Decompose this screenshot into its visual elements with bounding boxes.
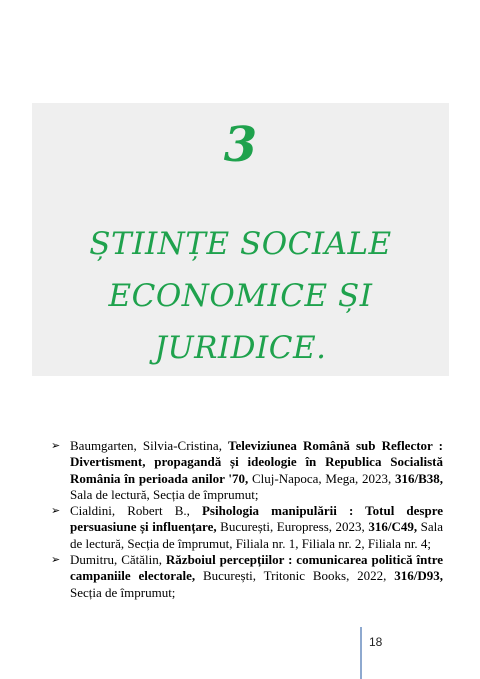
bibliography-entry bbox=[51, 503, 443, 552]
entry-locations: Secția de împrumut; bbox=[70, 584, 176, 600]
bibliography-entry bbox=[51, 438, 443, 503]
chapter-title-line-1: ȘTIINȚE SOCIALE bbox=[89, 226, 392, 262]
entry-title: Războiul percepțiilor : comunicarea politică între campaniile electorale, bbox=[70, 552, 444, 584]
entry-call-number: 316/B38, bbox=[394, 470, 444, 486]
entry-locations: Sala de lectură, Secția de împrumut; bbox=[70, 486, 259, 502]
entry-call-number: 316/D93, bbox=[394, 568, 443, 584]
page-number-divider bbox=[360, 627, 362, 679]
chapter-banner bbox=[32, 103, 449, 376]
chapter-title-line-3: JURIDICE. bbox=[154, 330, 327, 366]
entry-publication: București, Europress, 2023, bbox=[220, 519, 365, 535]
bibliography-list bbox=[51, 438, 443, 601]
entry-author: Cialdini, Robert B., bbox=[70, 503, 190, 519]
entry-title: Televiziunea Română sub Reflector : Divertisment, propagandă și ideologie în Republica Socialistă România în perioada anilor '70, bbox=[70, 438, 443, 486]
bibliography-entry bbox=[51, 552, 443, 601]
entry-publication: București, Tritonic Books, 2022, bbox=[202, 568, 387, 584]
entry-publication: Cluj-Napoca, Mega, 2023, bbox=[252, 470, 392, 486]
page-number: 18 bbox=[369, 635, 383, 649]
entry-author: Baumgarten, Silvia-Cristina, bbox=[70, 438, 222, 453]
chapter-title bbox=[32, 218, 449, 374]
entry-call-number: 316/C49, bbox=[368, 519, 418, 535]
chapter-title-line-2: ECONOMICE ȘI bbox=[108, 278, 373, 314]
entry-author: Dumitru, Cătălin, bbox=[70, 552, 163, 568]
chapter-number: 3 bbox=[223, 117, 258, 173]
entry-title: Psihologia manipulării : Totul despre persuasiune și influențare, bbox=[70, 503, 443, 535]
arrow-bullet-icon: ➢ bbox=[51, 504, 61, 518]
arrow-bullet-icon: ➢ bbox=[51, 439, 61, 452]
arrow-bullet-icon: ➢ bbox=[51, 553, 61, 567]
entry-locations: Sala de lectură, Secția de împrumut, Filiala nr. 1, Filiala nr. 2, Filiala nr. 4; bbox=[70, 519, 444, 551]
